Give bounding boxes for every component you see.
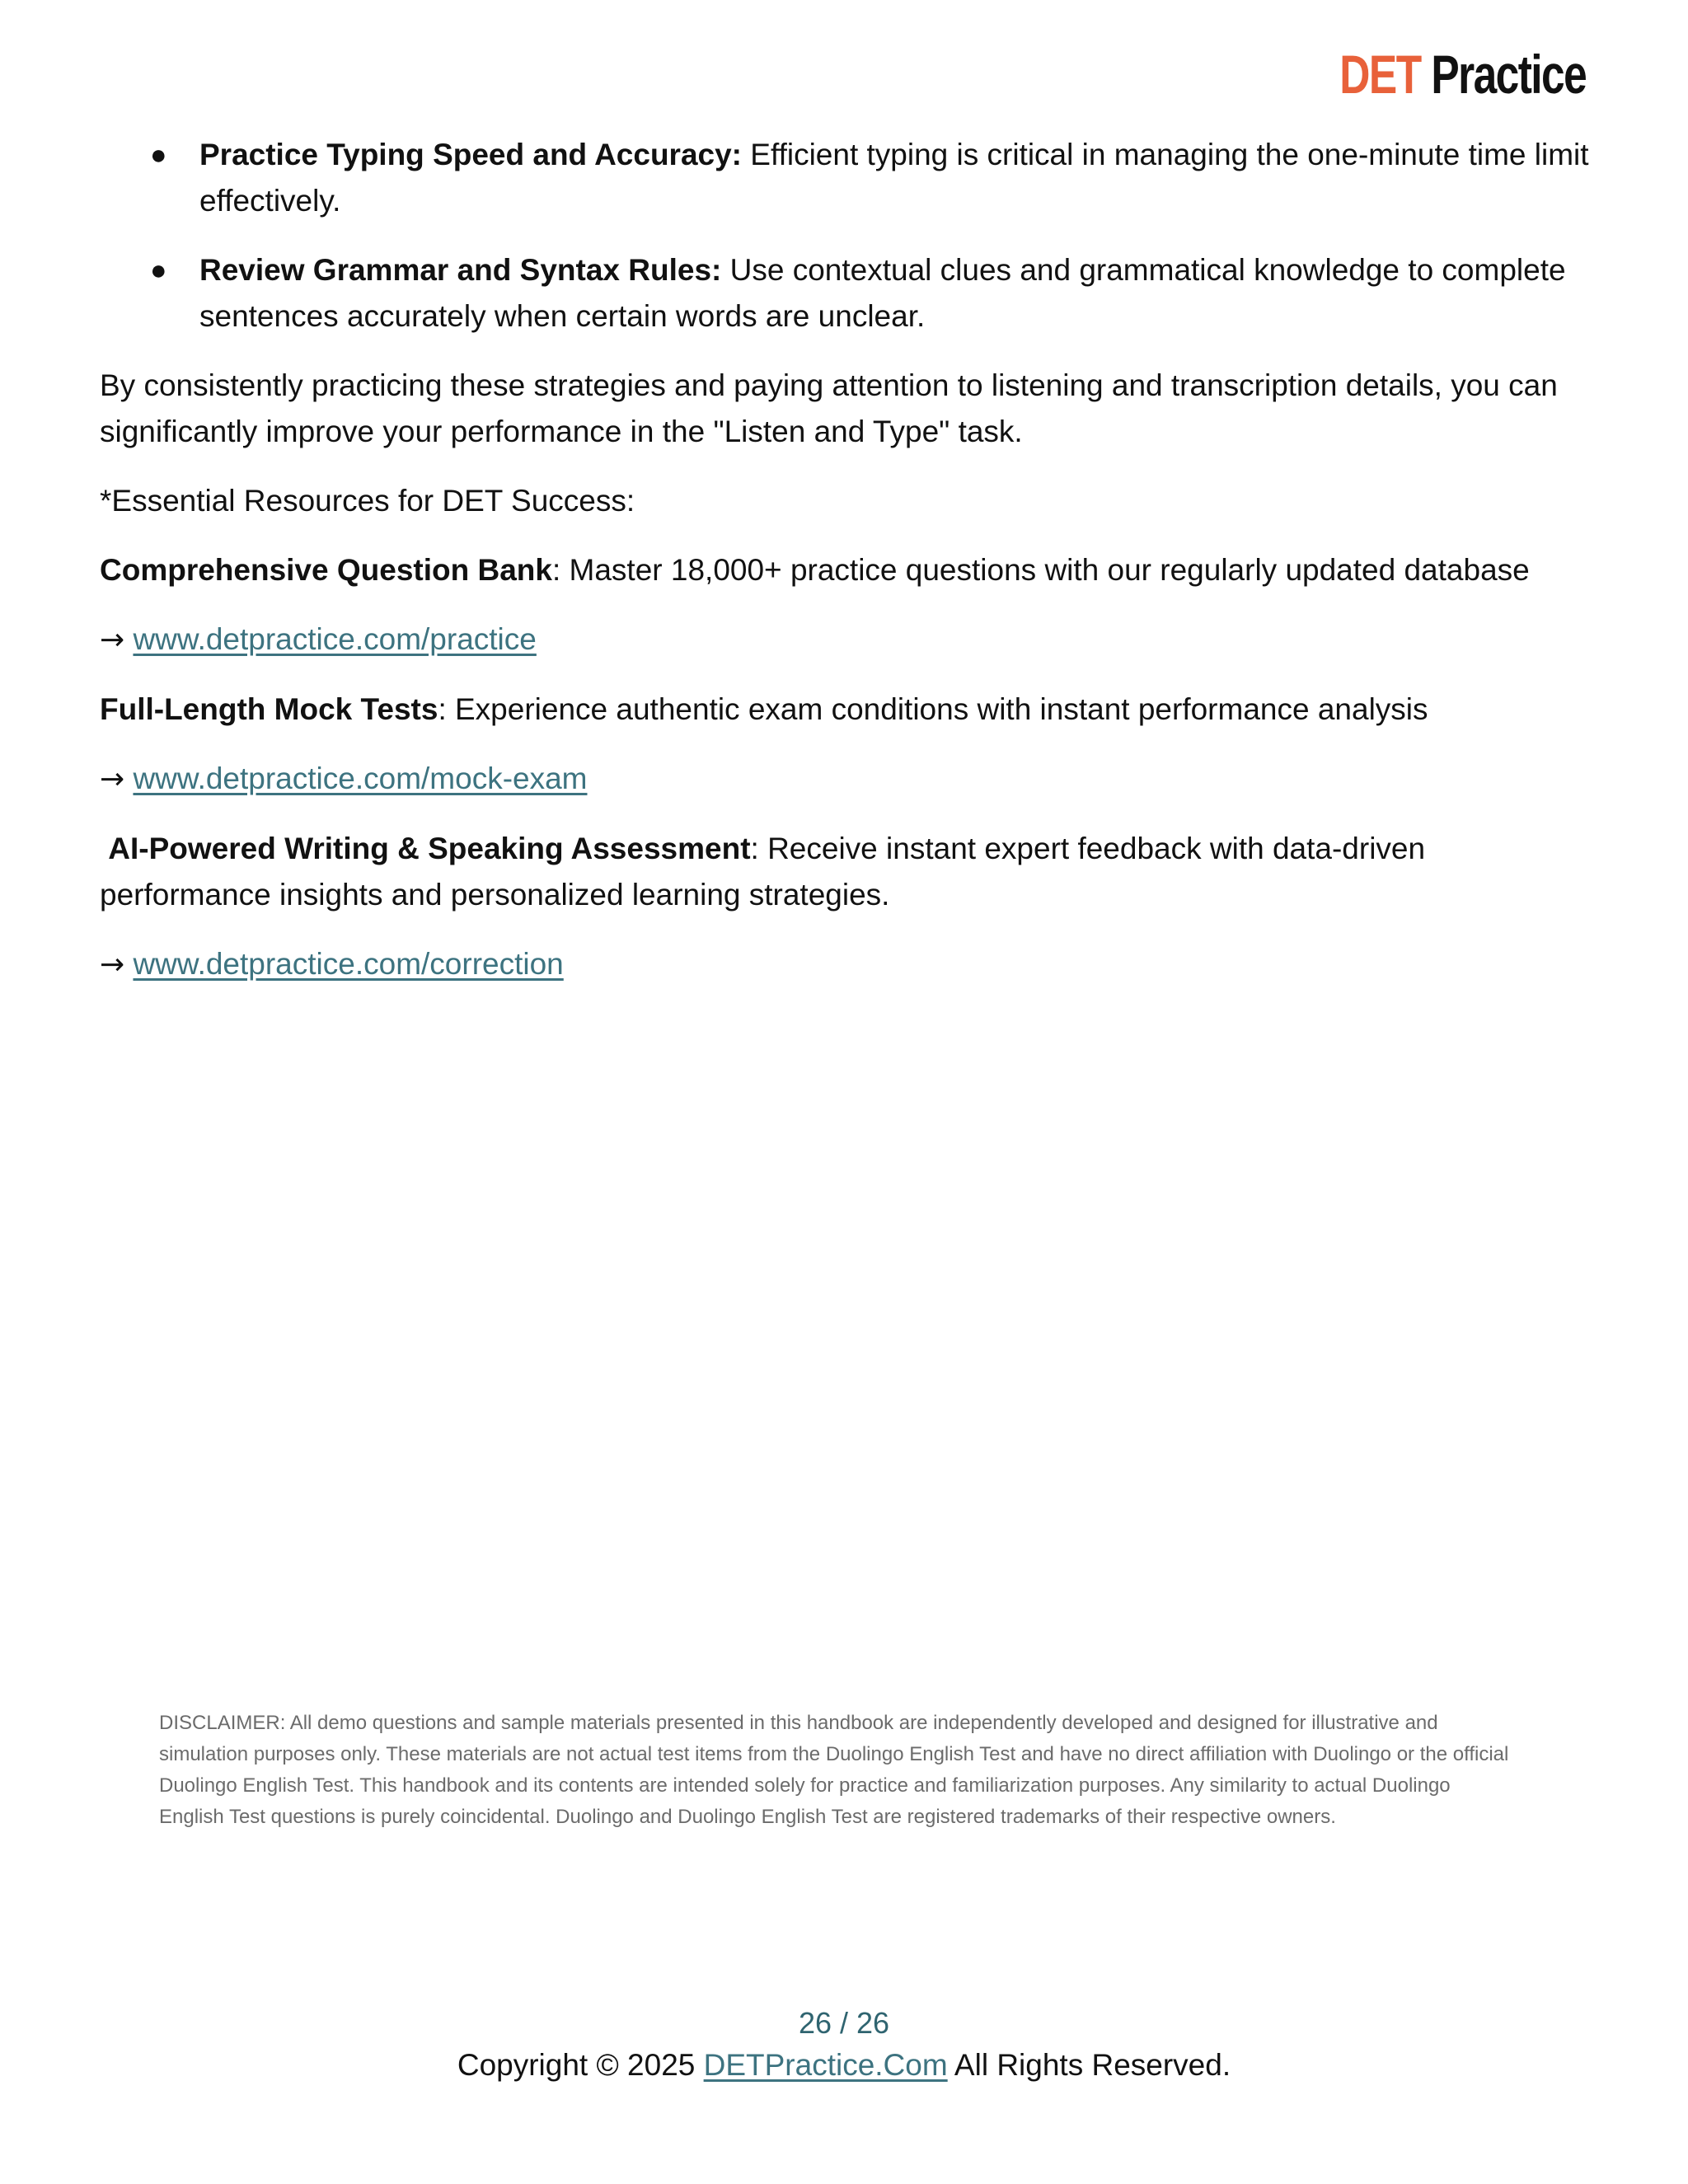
logo-practice: Practice (1431, 44, 1586, 105)
arrow-right-icon: → (100, 623, 125, 657)
practice-link[interactable]: www.detpractice.com/practice (133, 622, 537, 656)
summary-paragraph: By consistently practicing these strategies and paying attention to listening and transcription details, you can significantly improve your performance in the "Listen and Type" task. (100, 368, 1558, 448)
tip-title: Review Grammar and Syntax Rules: (199, 253, 722, 287)
resource-link-line (100, 756, 1592, 803)
resource-description (100, 687, 1592, 733)
resource-description (100, 547, 1592, 593)
copyright-suffix: All Rights Reserved. (947, 2048, 1231, 2082)
copyright-prefix: Copyright © 2025 (457, 2048, 704, 2082)
resource-desc: : Experience authentic exam conditions with instant performance analysis (438, 692, 1428, 726)
resource-desc: : Master 18,000+ practice questions with our regularly updated database (551, 553, 1530, 587)
correction-link[interactable]: www.detpractice.com/correction (133, 947, 564, 981)
list-item (100, 132, 1592, 224)
resource-desc: : Receive instant expert feedback with data-driven performance insights and personalized learning strategies. (100, 832, 1426, 912)
bullet-icon: ● (150, 139, 167, 171)
brand-logo (1339, 41, 1586, 107)
resource-title: Comprehensive Question Bank (100, 553, 552, 587)
site-link[interactable]: DETPractice.Com (703, 2048, 948, 2082)
logo-det: DET (1339, 44, 1421, 105)
tip-text: Use contextual clues and grammatical knowledge to complete sentences accurately when certain words are unclear. (199, 253, 1566, 333)
resources-heading: *Essential Resources for DET Success: (100, 484, 635, 518)
page-footer (0, 2003, 1688, 2087)
copyright-line (0, 2044, 1688, 2087)
arrow-right-icon: → (100, 762, 125, 796)
resource-description (100, 826, 1592, 918)
disclaimer-text: DISCLAIMER: All demo questions and sample materials presented in this handbook are independently developed and designed for illustrative and simulation purposes only. These materials are not actual test items from the Duolingo English Test and have no direct affiliation with Duolingo or the official Duolingo English Test. This handbook and its contents are intended solely for practice and familiarization purposes. Any similarity to actual Duolingo English Test questions is purely coincidental. Duolingo and Duolingo English Test are registered trademarks of their respective owners. (159, 1712, 1509, 1828)
page-number: 26 / 26 (798, 2006, 890, 2040)
resource-title: Full-Length Mock Tests (100, 692, 438, 726)
tip-text: Efficient typing is critical in managing the one-minute time limit effectively. (199, 138, 1589, 218)
bullet-icon: ● (150, 255, 167, 286)
page-content (100, 132, 1592, 1011)
arrow-right-icon: → (100, 948, 125, 982)
mock-exam-link[interactable]: www.detpractice.com/mock-exam (133, 762, 588, 795)
tip-title: Practice Typing Speed and Accuracy: (199, 138, 742, 171)
resource-link-line (100, 616, 1592, 663)
resource-link-line (100, 941, 1592, 988)
tips-list (100, 132, 1592, 340)
resource-title: AI-Powered Writing & Speaking Assessment (108, 832, 751, 865)
list-item (100, 247, 1592, 340)
